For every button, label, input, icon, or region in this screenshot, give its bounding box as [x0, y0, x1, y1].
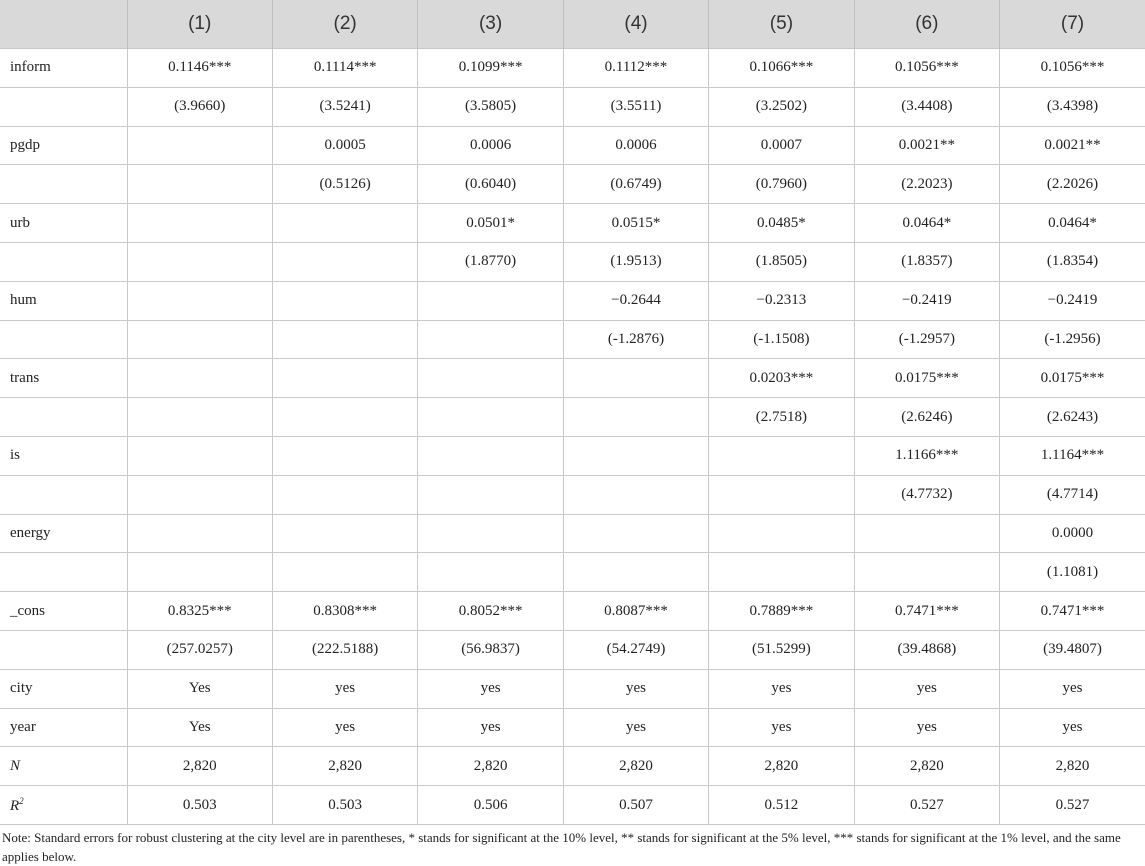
table-cell — [272, 320, 417, 359]
table-cell: 0.527 — [1000, 786, 1145, 825]
table-cell: 0.0005 — [272, 126, 417, 165]
row-label — [0, 126, 127, 165]
table-cell — [272, 514, 417, 553]
row-label-text: year — [10, 718, 36, 735]
table-cell: 0.0175*** — [854, 359, 999, 398]
table-cell: yes — [1000, 708, 1145, 747]
row-label — [0, 747, 127, 786]
table-row — [0, 87, 1145, 126]
table-cell — [127, 553, 272, 592]
table-cell — [272, 281, 417, 320]
table-cell: (257.0257) — [127, 630, 272, 669]
table-cell — [127, 514, 272, 553]
table-cell: 0.0006 — [418, 126, 563, 165]
table-row — [0, 669, 1145, 708]
table-cell: 0.8325*** — [127, 592, 272, 631]
row-label-text: pgdp — [10, 136, 40, 153]
table-row — [0, 398, 1145, 437]
table-cell: (2.6243) — [1000, 398, 1145, 437]
table-cell — [272, 436, 417, 475]
row-label-text: urb — [10, 214, 30, 231]
table-cell: (39.4868) — [854, 630, 999, 669]
table-cell: (3.2502) — [709, 87, 854, 126]
table-row — [0, 320, 1145, 359]
table-cell: (54.2749) — [563, 630, 708, 669]
row-label — [0, 204, 127, 243]
table-cell: 0.0006 — [563, 126, 708, 165]
table-cell — [854, 553, 999, 592]
table-cell — [127, 242, 272, 281]
table-cell: 0.1056*** — [854, 49, 999, 88]
table-cell: −0.2419 — [1000, 281, 1145, 320]
table-cell: 2,820 — [127, 747, 272, 786]
row-label — [0, 592, 127, 631]
table-cell — [563, 553, 708, 592]
row-label — [0, 165, 127, 204]
table-cell: 0.0021** — [854, 126, 999, 165]
table-cell — [854, 514, 999, 553]
row-label — [0, 514, 127, 553]
table-cell — [127, 359, 272, 398]
table-cell: (0.6749) — [563, 165, 708, 204]
table-cell — [272, 204, 417, 243]
table-row — [0, 708, 1145, 747]
table-row — [0, 359, 1145, 398]
table-cell — [709, 553, 854, 592]
table-cell: (-1.1508) — [709, 320, 854, 359]
header-cell-model: (6) — [854, 0, 999, 49]
table-row — [0, 630, 1145, 669]
table-cell: yes — [272, 669, 417, 708]
table-cell: −0.2644 — [563, 281, 708, 320]
header-cell-model: (5) — [709, 0, 854, 49]
table-cell: 0.1066*** — [709, 49, 854, 88]
table-cell: (1.8770) — [418, 242, 563, 281]
table-cell: 0.0464* — [1000, 204, 1145, 243]
table-cell: 0.1114*** — [272, 49, 417, 88]
table-cell: (-1.2876) — [563, 320, 708, 359]
table-cell: (1.8354) — [1000, 242, 1145, 281]
table-cell: yes — [563, 669, 708, 708]
row-label-text: is — [10, 447, 21, 464]
table-cell: 0.0203*** — [709, 359, 854, 398]
row-label — [0, 281, 127, 320]
table-cell: 0.0175*** — [1000, 359, 1145, 398]
table-cell — [127, 204, 272, 243]
table-cell: 0.503 — [127, 786, 272, 825]
table-row — [0, 126, 1145, 165]
table-note: Note: Standard errors for robust clustering at the city level are in parentheses, * stands for significant at the 10% level, ** stands for significant at the 5% level, *** stands for significant at the 1% level, and the same applies below. — [2, 829, 1121, 864]
table-row — [0, 592, 1145, 631]
table-cell: 0.7471*** — [1000, 592, 1145, 631]
row-label — [0, 786, 127, 825]
table-cell: (51.5299) — [709, 630, 854, 669]
table-row — [0, 747, 1145, 786]
table-cell: (1.8357) — [854, 242, 999, 281]
table-cell: (3.4398) — [1000, 87, 1145, 126]
table-cell: yes — [709, 708, 854, 747]
table-cell: 0.1112*** — [563, 49, 708, 88]
table-row — [0, 514, 1145, 553]
table-cell: (1.1081) — [1000, 553, 1145, 592]
table-header — [0, 0, 1145, 49]
table-cell — [418, 514, 563, 553]
table-cell: 0.8308*** — [272, 592, 417, 631]
table-body — [0, 49, 1145, 825]
table-cell: yes — [1000, 669, 1145, 708]
table-cell: (0.6040) — [418, 165, 563, 204]
table-cell: 2,820 — [854, 747, 999, 786]
row-label — [0, 242, 127, 281]
table-cell — [127, 165, 272, 204]
table-cell: 2,820 — [709, 747, 854, 786]
table-cell — [418, 281, 563, 320]
table-cell: (0.7960) — [709, 165, 854, 204]
table-cell: yes — [272, 708, 417, 747]
table-cell: 2,820 — [1000, 747, 1145, 786]
table-cell — [272, 242, 417, 281]
table-cell — [272, 359, 417, 398]
table-row — [0, 553, 1145, 592]
table-cell: 0.527 — [854, 786, 999, 825]
table-cell: (3.5805) — [418, 87, 563, 126]
table-cell — [272, 553, 417, 592]
row-label-text: N — [10, 757, 21, 774]
table-cell: 0.0515* — [563, 204, 708, 243]
table-cell: 1.1164*** — [1000, 436, 1145, 475]
table-cell: yes — [854, 669, 999, 708]
table-cell: (2.7518) — [709, 398, 854, 437]
table-cell: (4.7732) — [854, 475, 999, 514]
row-label-text: hum — [10, 292, 37, 309]
table-cell: yes — [418, 708, 563, 747]
row-label — [0, 630, 127, 669]
table-cell: (-1.2956) — [1000, 320, 1145, 359]
header-cell-model: (4) — [563, 0, 708, 49]
header-cell-model: (7) — [1000, 0, 1145, 49]
row-label — [0, 669, 127, 708]
table-cell: 0.506 — [418, 786, 563, 825]
table-cell: −0.2313 — [709, 281, 854, 320]
row-label — [0, 49, 127, 88]
table-row — [0, 242, 1145, 281]
table-cell — [127, 436, 272, 475]
table-cell — [418, 320, 563, 359]
table-cell: −0.2419 — [854, 281, 999, 320]
row-label — [0, 359, 127, 398]
table-cell — [563, 398, 708, 437]
table-cell: (3.5511) — [563, 87, 708, 126]
table-cell: 0.7889*** — [709, 592, 854, 631]
table-cell — [563, 436, 708, 475]
row-label-text: _cons — [10, 602, 45, 619]
table-cell: yes — [709, 669, 854, 708]
table-cell: (1.8505) — [709, 242, 854, 281]
table-cell: Yes — [127, 669, 272, 708]
table-cell — [418, 436, 563, 475]
table-cell — [127, 281, 272, 320]
table-cell — [563, 514, 708, 553]
table-cell: (0.5126) — [272, 165, 417, 204]
row-label — [0, 436, 127, 475]
table-cell — [127, 320, 272, 359]
header-cell-model: (2) — [272, 0, 417, 49]
table-row — [0, 281, 1145, 320]
table-cell: 0.503 — [272, 786, 417, 825]
table-cell — [418, 553, 563, 592]
table-row — [0, 165, 1145, 204]
table-cell — [709, 475, 854, 514]
table-cell: 0.0464* — [854, 204, 999, 243]
table-cell — [418, 398, 563, 437]
table-cell: 0.0485* — [709, 204, 854, 243]
row-label-text: city — [10, 680, 33, 697]
table-row — [0, 204, 1145, 243]
table-cell: 0.1099*** — [418, 49, 563, 88]
table-cell: 0.7471*** — [854, 592, 999, 631]
row-label — [0, 87, 127, 126]
table-cell — [418, 359, 563, 398]
table-cell: yes — [418, 669, 563, 708]
table-cell — [127, 475, 272, 514]
table-cell: yes — [854, 708, 999, 747]
table-cell: 1.1166*** — [854, 436, 999, 475]
table-row — [0, 786, 1145, 825]
table-cell: 0.507 — [563, 786, 708, 825]
table-cell: 0.8052*** — [418, 592, 563, 631]
table-cell: (39.4807) — [1000, 630, 1145, 669]
table-cell: (1.9513) — [563, 242, 708, 281]
row-label — [0, 553, 127, 592]
table-cell: 0.0021** — [1000, 126, 1145, 165]
table-cell — [127, 126, 272, 165]
table-cell: 2,820 — [418, 747, 563, 786]
row-label — [0, 475, 127, 514]
table-cell: 0.0007 — [709, 126, 854, 165]
table-cell: 2,820 — [272, 747, 417, 786]
table-cell — [709, 514, 854, 553]
row-label-text: R — [10, 797, 20, 814]
table-cell: (2.6246) — [854, 398, 999, 437]
header-row — [0, 0, 1145, 49]
table-cell — [272, 398, 417, 437]
row-label-text: inform — [10, 59, 51, 76]
table-cell: (3.4408) — [854, 87, 999, 126]
table-cell: 0.8087*** — [563, 592, 708, 631]
table-cell — [418, 475, 563, 514]
row-label-superscript: 2 — [19, 795, 24, 806]
header-cell-label — [0, 0, 127, 49]
table-cell: 2,820 — [563, 747, 708, 786]
table-cell — [563, 475, 708, 514]
table-cell — [272, 475, 417, 514]
row-label — [0, 398, 127, 437]
table-cell — [127, 398, 272, 437]
table-row — [0, 475, 1145, 514]
table-cell: (56.9837) — [418, 630, 563, 669]
row-label-text: energy — [10, 524, 51, 541]
table-cell: 0.0501* — [418, 204, 563, 243]
table-cell: (3.9660) — [127, 87, 272, 126]
table-cell: (2.2023) — [854, 165, 999, 204]
table-cell: (222.5188) — [272, 630, 417, 669]
table-cell: (3.5241) — [272, 87, 417, 126]
table-cell: Yes — [127, 708, 272, 747]
row-label-text: trans — [10, 369, 40, 386]
table-cell — [709, 436, 854, 475]
header-cell-model: (1) — [127, 0, 272, 49]
row-label — [0, 708, 127, 747]
table-cell — [563, 359, 708, 398]
table-cell: (2.2026) — [1000, 165, 1145, 204]
table-cell: (4.7714) — [1000, 475, 1145, 514]
header-cell-model: (3) — [418, 0, 563, 49]
table-cell: (-1.2957) — [854, 320, 999, 359]
table-cell: 0.0000 — [1000, 514, 1145, 553]
row-label — [0, 320, 127, 359]
table-cell: 0.1056*** — [1000, 49, 1145, 88]
table-cell: yes — [563, 708, 708, 747]
table-row — [0, 49, 1145, 88]
table-row — [0, 436, 1145, 475]
table-cell: 0.512 — [709, 786, 854, 825]
table-cell: 0.1146*** — [127, 49, 272, 88]
